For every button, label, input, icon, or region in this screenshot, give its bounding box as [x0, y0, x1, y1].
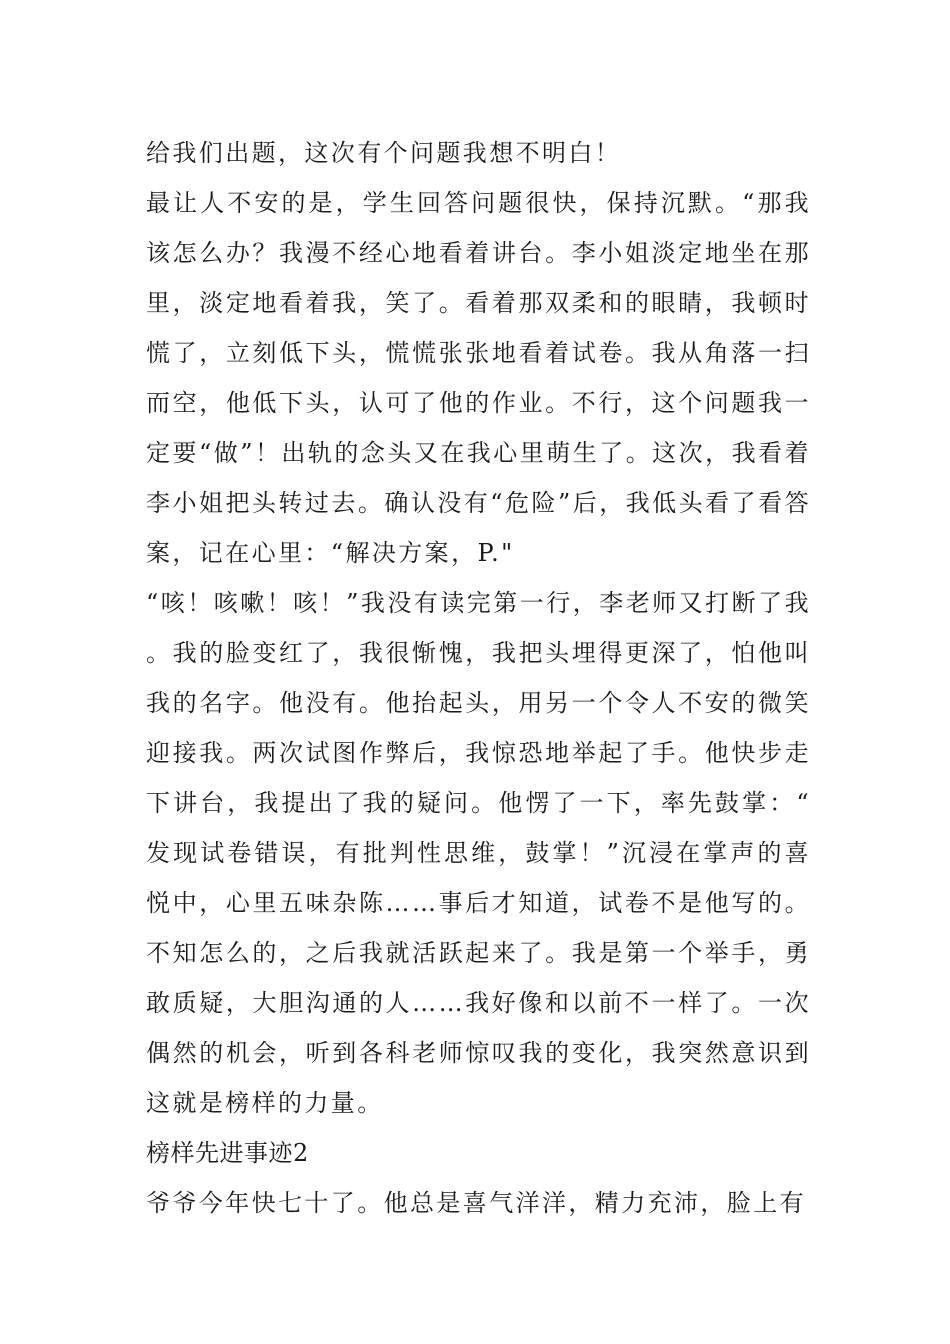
paragraph-3: “咳！咳嗽！咳！”我没有读完第一行，李老师又打断了我。我的脸变红了，我很惭愧，我把头埋得更深了，怕他叫我的名字。他没有。他抬起头，用另一个令人不安的微笑迎接我。两次试图作弊后，我惊恐地举起了手。他快步走下讲台，我提出了我的疑问。他愣了一下，率先鼓掌：“发现试卷错误，有批判性思维，鼓掌！”沉浸在掌声的喜悦中，心里五味杂陈……事后才知道，试卷不是他写的。不知怎么的，之后我就活跃起来了。我是第一个举手，勇敢质疑，大胆沟通的人……我好像和以前不一样了。一次偶然的机会，听到各科老师惊叹我的变化，我突然意识到这就是榜样的力量。 — [146, 589, 811, 1117]
paragraph-4: 爷爷今年快七十了。他总是喜气洋洋，精力充沛，脸上有 — [146, 1189, 806, 1217]
document-body — [146, 128, 811, 1228]
paragraph-1: 给我们出题，这次有个问题我想不明白！ — [146, 139, 622, 167]
paragraph-2: 最让人不安的是，学生回答问题很快，保持沉默。“那我该怎么办？我漫不经心地看着讲台。李小姐淡定地坐在那里，淡定地看着我，笑了。看着那双柔和的眼睛，我顿时慌了，立刻低下头，慌慌张张地看着试卷。我从角落一扫而空，他低下头，认可了他的作业。不行，这个问题我一定要“做”！出轨的念头又在我心里萌生了。这次，我看着李小姐把头转过去。确认没有“危险”后，我低头看了看答案，记在心里：“解决方案，P." — [146, 189, 811, 567]
section-heading: 榜样先进事迹2 — [146, 1139, 309, 1167]
